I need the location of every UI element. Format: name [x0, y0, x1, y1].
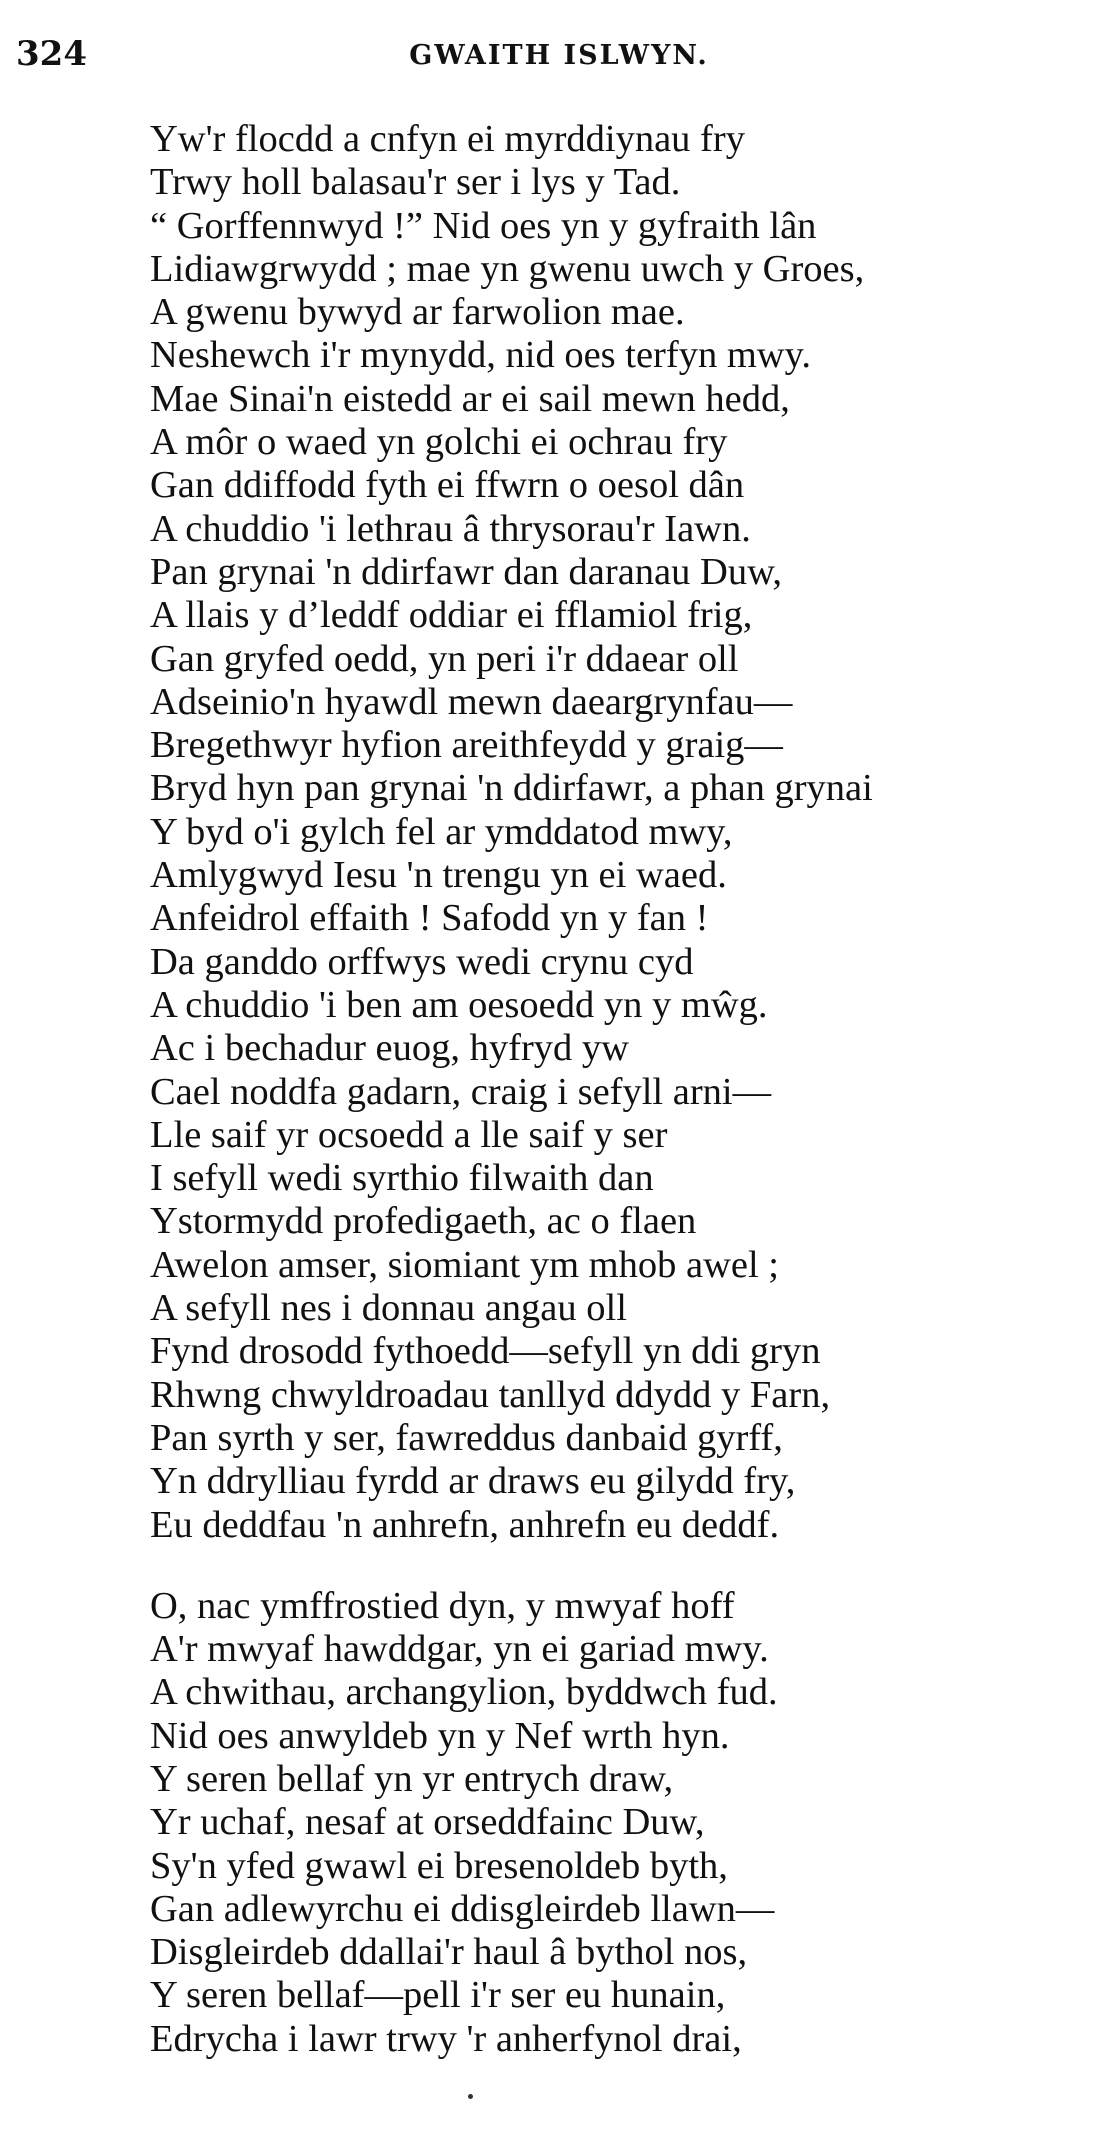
verse-line: Trwy holl balasau'r ser i lys y Tad.: [150, 161, 681, 204]
verse-line: Gan gryfed oedd, yn peri i'r ddaear oll: [150, 637, 739, 680]
verse-line: Ac i bechadur euog, hyfryd yw: [150, 1027, 629, 1070]
verse-line: Pan grynai 'n ddirfawr dan daranau Duw,: [150, 550, 782, 593]
verse-line: Bryd hyn pan grynai 'n ddirfawr, a phan grynai: [150, 767, 873, 810]
verse-line: Eu deddfau 'n anhrefn, anhrefn eu deddf.: [150, 1503, 780, 1546]
verse-line: Nid oes anwyldeb yn y Nef wrth hyn.: [150, 1714, 730, 1757]
page-number: 324: [16, 34, 87, 74]
verse-line: Amlygwyd Iesu 'n trengu yn ei waed.: [150, 854, 727, 897]
verse-line: Pan syrth y ser, fawreddus danbaid gyrff,: [150, 1416, 783, 1459]
verse-line: I sefyll wedi syrthio filwaith dan: [150, 1157, 654, 1200]
verse-line: Sy'n yfed gwawl ei bresenoldeb byth,: [150, 1844, 728, 1887]
verse-line: “ Gorffennwyd !” Nid oes yn y gyfraith lân: [150, 204, 817, 247]
verse-line: A chwithau, archangylion, byddwch fud.: [150, 1671, 778, 1714]
verse-line: Adseinio'n hyawdl mewn daeargrynfau—: [150, 680, 793, 723]
verse-line: A sefyll nes i donnau angau oll: [150, 1287, 627, 1330]
verse-line: A'r mwyaf hawddgar, yn ei gariad mwy.: [150, 1628, 769, 1671]
stanza-break: [150, 1547, 1110, 1585]
verse-line: Y seren bellaf—pell i'r ser eu hunain,: [150, 1974, 726, 2017]
verse-line: A llais y d’leddf oddiar ei fflamiol frig,: [150, 594, 753, 637]
verse-line: Y seren bellaf yn yr entrych draw,: [150, 1757, 674, 1800]
verse-line: Anfeidrol effaith ! Safodd yn y fan !: [150, 897, 709, 940]
stanza-1: [150, 118, 1110, 1547]
verse-line: Gan adlewyrchu ei ddisgleirdeb llawn—: [150, 1887, 775, 1930]
verse-line: Awelon amser, siomiant ym mhob awel ;: [150, 1243, 779, 1286]
verse-line: Y byd o'i gylch fel ar ymddatod mwy,: [150, 810, 733, 853]
verse-line: O, nac ymffrostied dyn, y mwyaf hoff: [150, 1584, 735, 1627]
verse-line: Rhwng chwyldroadau tanllyd ddydd y Farn,: [150, 1373, 831, 1416]
verse-line: Gan ddiffodd fyth ei ffwrn o oesol dân: [150, 464, 745, 507]
verse-line: A gwenu bywyd ar farwolion mae.: [150, 291, 685, 334]
verse-line: Yn ddrylliau fyrdd ar draws eu gilydd fry,: [150, 1460, 796, 1503]
verse-line: Bregethwyr hyfion areithfeydd y graig—: [150, 724, 783, 767]
verse-line: Yr uchaf, nesaf at orseddfainc Duw,: [150, 1801, 705, 1844]
poem-text: [150, 118, 1110, 2061]
verse-line: A môr o waed yn golchi ei ochrau fry: [150, 421, 728, 464]
running-title: GWAITH ISLWYN.: [409, 40, 709, 71]
verse-line: Yw'r flocdd a cnfyn ei myrddiynau fry: [150, 118, 745, 160]
verse-line: Fynd drosodd fythoedd—sefyll yn ddi gryn: [150, 1330, 821, 1373]
stanza-2: [150, 1585, 1110, 2061]
verse-line: Edrycha i lawr trwy 'r anherfynol drai,: [150, 2017, 742, 2060]
verse-line: Da ganddo orffwys wedi crynu cyd: [150, 940, 694, 983]
verse-line: Mae Sinai'n eistedd ar ei sail mewn hedd,: [150, 377, 790, 420]
verse-line: Cael noddfa gadarn, craig i sefyll arni—: [150, 1070, 772, 1113]
verse-line: A chuddio 'i lethrau â thrysorau'r Iawn.: [150, 507, 751, 550]
verse-line: Disgleirdeb ddallai'r haul â bythol nos,: [150, 1931, 748, 1974]
verse-line: Lidiawgrwydd ; mae yn gwenu uwch y Groes,: [150, 247, 865, 290]
printer-mark-dot: [468, 2094, 473, 2099]
verse-line: Lle saif yr ocsoedd a lle saif y ser: [150, 1113, 668, 1156]
verse-line: Ystormydd profedigaeth, ac o flaen: [150, 1200, 697, 1243]
verse-line: A chuddio 'i ben am oesoedd yn y mŵg.: [150, 983, 768, 1026]
verse-line: Neshewch i'r mynydd, nid oes terfyn mwy.: [150, 334, 811, 377]
